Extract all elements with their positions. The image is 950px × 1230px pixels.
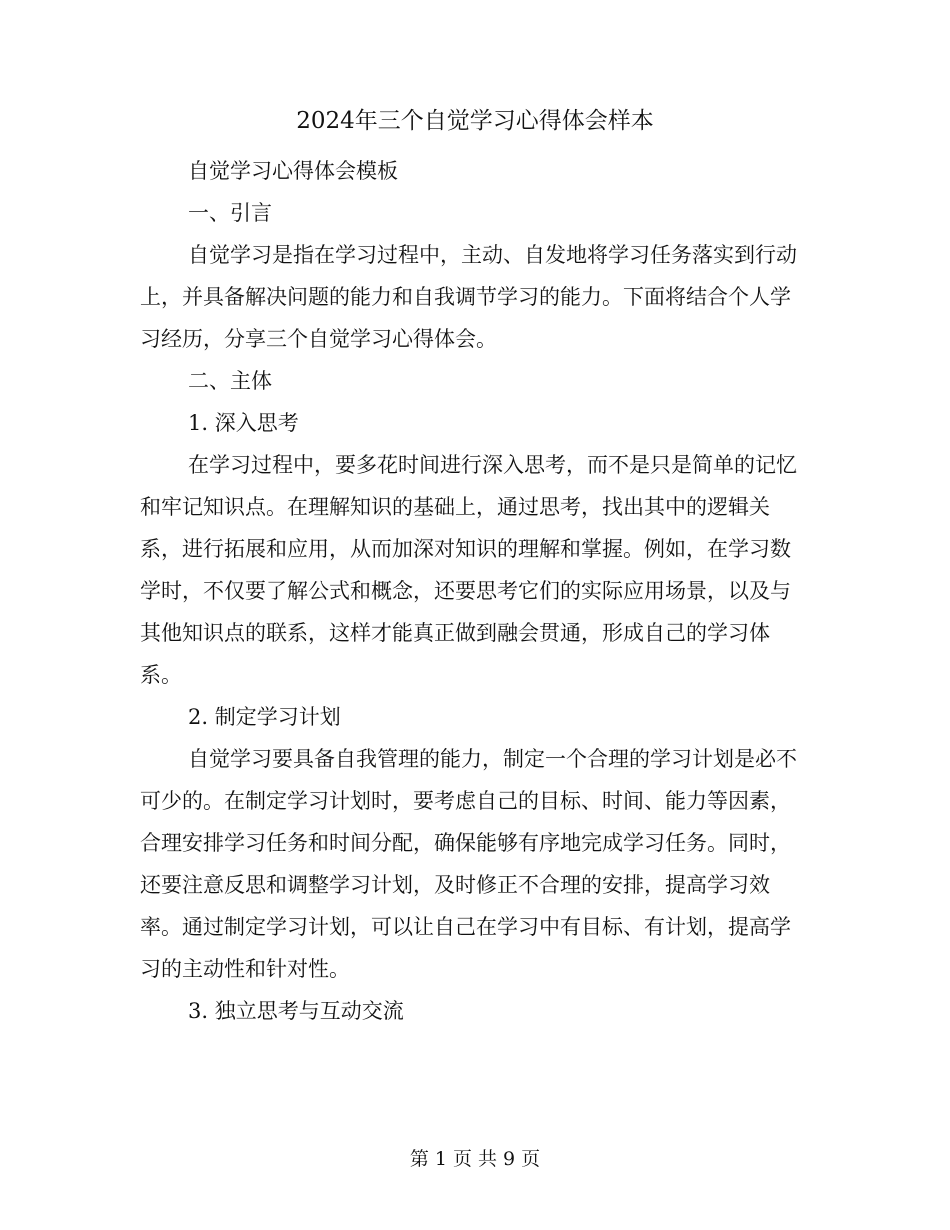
paragraph-study-plan: 自觉学习要具备自我管理的能力，制定一个合理的学习计划是必不可少的。在制定学习计划时，要考虑自己的目标、时间、能力等因素，合理安排学习任务和时间分配，确保能够有序地完成学习任务。同时，还要注意反思和调整学习计划，及时修正不合理的安排，提高学习效率。通过制定学习计划，可以让自己在学习中有目标、有计划，提高学习的主动性和针对性。	[140, 747, 797, 981]
subheading-study-plan: 2. 制定学习计划	[188, 705, 341, 729]
section-heading-introduction: 一、引言	[188, 201, 272, 225]
document-body	[140, 150, 810, 1032]
paragraph-template-heading: 自觉学习心得体会模板	[188, 159, 398, 183]
document-title: 2024年三个自觉学习心得体会样本	[296, 108, 654, 134]
page-number-footer: 第 1 页 共 9 页	[409, 1148, 541, 1170]
paragraph-introduction: 自觉学习是指在学习过程中，主动、自发地将学习任务落实到行动上，并具备解决问题的能力和自我调节学习的能力。下面将结合个人学习经历，分享三个自觉学习心得体会。	[140, 243, 797, 351]
subheading-deep-thinking: 1. 深入思考	[188, 411, 299, 435]
subheading-independent-thinking: 3. 独立思考与互动交流	[188, 999, 404, 1023]
paragraph-deep-thinking: 在学习过程中，要多花时间进行深入思考，而不是只是简单的记忆和牢记知识点。在理解知识的基础上，通过思考，找出其中的逻辑关系，进行拓展和应用，从而加深对知识的理解和掌握。例如，在学习数学时，不仅要了解公式和概念，还要思考它们的实际应用场景，以及与其他知识点的联系，这样才能真正做到融会贯通，形成自己的学习体系。	[140, 453, 797, 687]
section-heading-main-body: 二、主体	[188, 369, 272, 393]
